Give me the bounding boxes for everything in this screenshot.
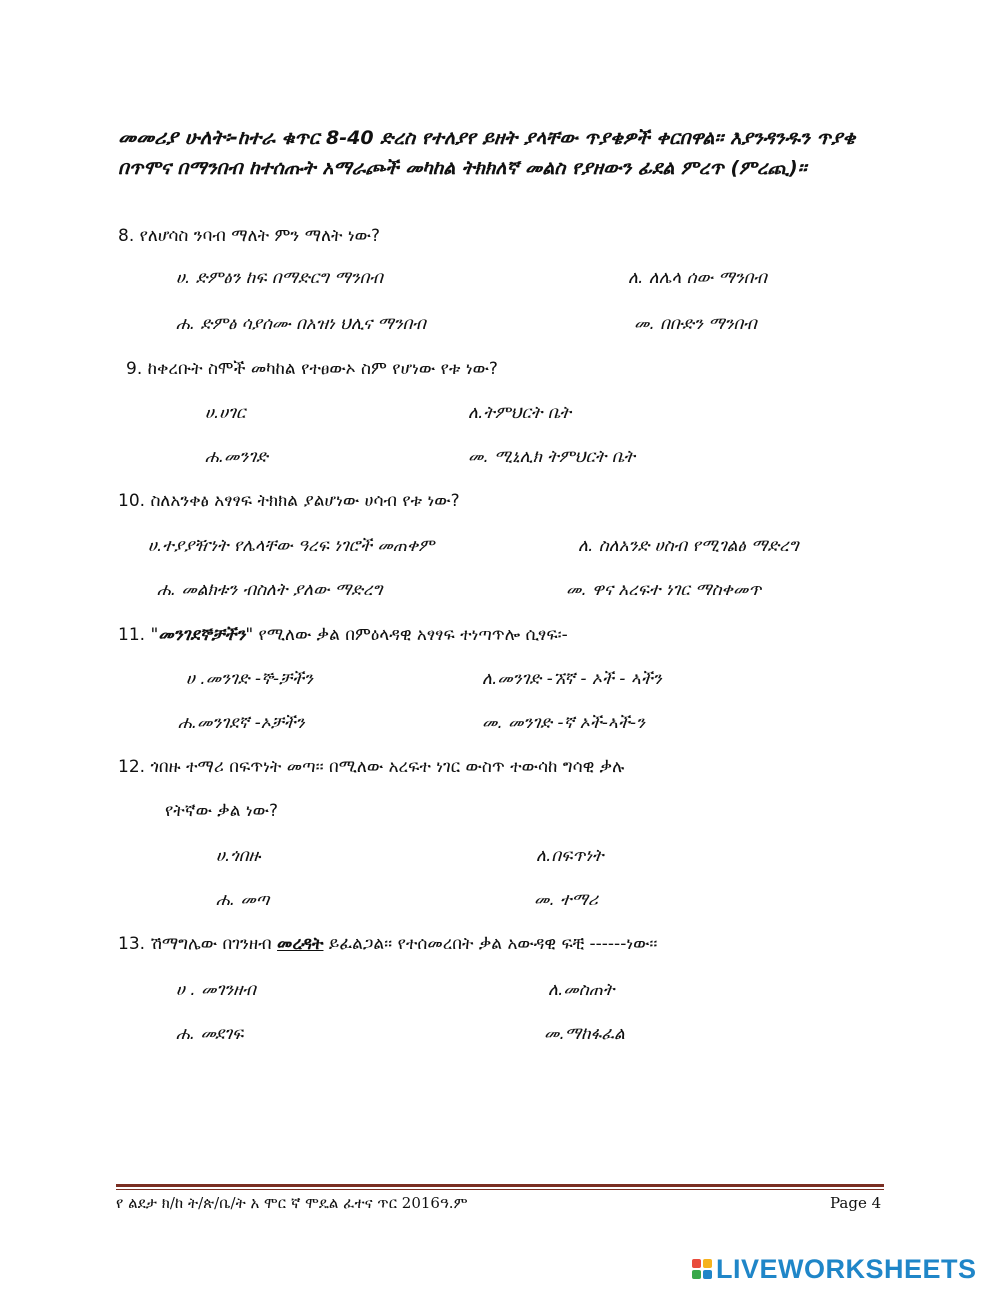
q13-option-a[interactable]: ሀ . መገንዘብ <box>176 980 256 1000</box>
question-13 <box>118 934 657 954</box>
question-8 <box>118 226 380 246</box>
question-text-after: ይፈልጋል፡፡ የተሰመረበት ቃል አውዳዊ ፍቺ ------ነው፡፡ <box>323 934 658 954</box>
q10-option-a[interactable]: ሀ.ተያያዥነት የሌላቸው ዓረፍ ነገሮች መጠቀም <box>148 536 435 556</box>
quote-open: " <box>150 625 159 645</box>
question-number: 8. <box>118 226 135 246</box>
q12-option-a[interactable]: ሀ.ጎበዙ <box>216 846 261 866</box>
q11-option-b[interactable]: ለ.መንገድ -ኧኛ - ኦች - ኣችን <box>482 669 662 689</box>
q11-option-d[interactable]: መ. መንገድ -ኛ ኦች-ኣች-ን <box>482 713 645 733</box>
q10-option-c[interactable]: ሐ. መልክቱን ብስለት ያለው ማድረግ <box>157 580 383 600</box>
question-text: ስለአንቀፅ አፃፃፍ ትክክል ያልሆነው ሀሳብ የቱ ነው? <box>150 491 460 511</box>
q9-option-c[interactable]: ሐ.መንገድ <box>205 447 268 467</box>
question-number: 9. <box>126 359 143 379</box>
q13-option-b[interactable]: ለ.መስጠት <box>548 980 615 1000</box>
q9-option-d[interactable]: መ. ሚኒሊክ ትምህርት ቤት <box>468 447 635 467</box>
q13-option-d[interactable]: መ.ማከፋፈል <box>544 1024 625 1044</box>
question-11 <box>118 625 568 645</box>
quote-close: " <box>245 625 254 645</box>
q13-option-c[interactable]: ሐ. መደገፍ <box>176 1024 244 1044</box>
question-text: የሚለው ቃል በምዕላዳዊ አፃፃፍ ተነጣጥሎ ሲፃፍ፡- <box>253 625 568 645</box>
q8-option-b[interactable]: ለ. ለሌላ ሰው ማንበብ <box>628 268 767 288</box>
brand-name: LIVEWORKSHEETS <box>716 1253 977 1284</box>
underlined-word: መረዳት <box>277 934 324 954</box>
question-text: የለሆሳስ ንባብ ማለት ምን ማለት ነው? <box>139 226 381 246</box>
q9-option-a[interactable]: ሀ.ሀገር <box>205 403 246 423</box>
question-12 <box>118 757 624 777</box>
page-number: Page 4 <box>830 1194 882 1212</box>
q12-option-d[interactable]: መ. ተማሪ <box>534 890 598 910</box>
footer-divider-thick <box>116 1184 884 1187</box>
question-number: 12. <box>118 757 146 777</box>
question-number: 13. <box>118 934 146 954</box>
q8-option-a[interactable]: ሀ. ድምፅን ከፍ በማድርግ ማንበብ <box>176 268 383 288</box>
q10-option-d[interactable]: መ. ዋና አረፍተ ነገር ማስቀመጥ <box>566 580 762 600</box>
question-number: 10. <box>118 491 146 511</box>
question-text-before: ሽማግሌው በገንዘብ <box>150 934 278 954</box>
liveworksheets-brand[interactable] <box>692 1254 977 1284</box>
q11-option-a[interactable]: ሀ .መንገድ -ኞ-ቻችን <box>186 669 313 689</box>
logo-square-yellow <box>703 1259 712 1268</box>
instructions-text: ከተራ ቁጥር 8-40 ድረስ የተለያየ ይዘት ያላቸው ጥያቄዎች ቀርበዋል፡፡ እያንዳንዱን ጥያቄ በጥሞና በማንበብ ከተሰጡት አማራጮች መካከል ትክክለኛ መልስ የያዘውን ፊደል ምረጥ (ምረጪ)፡፡ <box>118 127 856 179</box>
instructions <box>118 122 888 183</box>
footer-title: የ ልደታ ክ/ከ ት/ጵ/ቤ/ት አ ሞር ኛ ሞዴል ፈተና ጥር 2016ዓ.ም <box>116 1194 468 1212</box>
q11-option-c[interactable]: ሐ.መንገደኛ -ኦቻችን <box>178 713 305 733</box>
logo-square-red <box>692 1259 701 1268</box>
question-12-continued: የትኛው ቃል ነው? <box>165 801 279 821</box>
q12-option-c[interactable]: ሐ. መጣ <box>216 890 270 910</box>
instructions-title: መመሪያ ሁለት፡- <box>118 125 238 149</box>
footer-divider-thin <box>116 1189 884 1190</box>
liveworksheets-logo-icon <box>692 1259 712 1279</box>
q8-option-d[interactable]: መ. በቡድን ማንበብ <box>634 314 757 334</box>
question-text: ጎበዙ ተማሪ በፍጥነት መጣ፡፡ በሚለው አረፍተ ነገር ውስጥ ተውሳከ ግሳዊ ቃሉ <box>150 757 625 777</box>
question-number: 11. <box>118 625 146 645</box>
logo-square-green <box>692 1270 701 1279</box>
q8-option-c[interactable]: ሐ. ድምፅ ሳያሰሙ በአዝነ ህሊና ማንበብ <box>176 314 426 334</box>
question-keyword: መንገደኞቻችን <box>158 625 246 645</box>
question-text: ከቀረቡት ስሞች መካከል የተፀውኦ ስም የሆነው የቱ ነው? <box>147 359 498 379</box>
question-10 <box>118 491 460 511</box>
q12-option-b[interactable]: ለ.በፍጥነት <box>536 846 604 866</box>
question-9 <box>126 359 498 379</box>
q9-option-b[interactable]: ለ.ትምህርት ቤት <box>468 403 571 423</box>
q10-option-b[interactable]: ለ. ስለአንድ ሀስብ የሚገልፅ ማድረግ <box>578 536 799 556</box>
logo-square-blue <box>703 1270 712 1279</box>
